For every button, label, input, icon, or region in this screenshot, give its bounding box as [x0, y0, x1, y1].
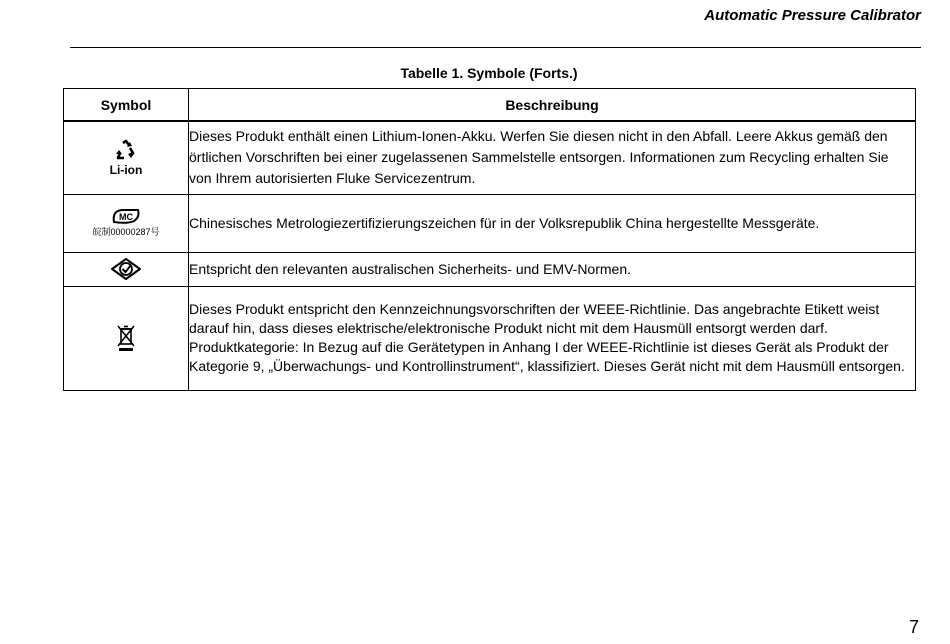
table-header-row	[64, 89, 916, 122]
table-row	[64, 286, 916, 390]
li-ion-label: Li-ion	[109, 162, 143, 177]
li-ion-recycling-icon	[64, 139, 188, 163]
weee-crossed-bin-icon	[64, 324, 188, 352]
svg-text:MC: MC	[119, 212, 133, 222]
page-number: 7	[908, 617, 919, 637]
table-caption: Tabelle 1. Symbole (Forts.)	[400, 65, 578, 81]
table-row	[64, 121, 916, 194]
rcm-compliance-icon	[64, 257, 188, 281]
symbol-cell	[64, 252, 189, 286]
symbol-cell	[64, 194, 189, 252]
table-row	[64, 252, 916, 286]
symbol-cell	[64, 286, 189, 390]
column-header-symbol: Symbol	[64, 89, 189, 122]
table-row	[64, 194, 916, 252]
china-metrology-mc-icon	[64, 208, 188, 226]
column-header-description: Beschreibung	[189, 89, 916, 122]
description-cell: Dieses Produkt entspricht den Kennzeichnungsvorschriften der WEEE-Richtlinie. Das angebrachte Etikett weist darauf hin, dass dieses elektrische/elektronische Produkt nicht mit dem Hausmüll entsorgt werden darf. Produktkategorie: In Bezug auf die Gerätetypen in Anhang I der WEEE-Richtlinie ist dieses Gerät als Produkt der Kategorie 9, „Überwachungs- und Kontrollinstrument“, klassifiziert. Dieses Gerät nicht mit dem Hausmüll entsorgen.	[189, 286, 916, 390]
document-header-title: Automatic Pressure Calibrator	[704, 7, 921, 24]
symbols-table	[63, 88, 916, 391]
description-cell: Entspricht den relevanten australischen Sicherheits- und EMV-Normen.	[189, 252, 916, 286]
header-divider	[70, 47, 921, 48]
description-cell: Dieses Produkt enthält einen Lithium-Ionen-Akku. Werfen Sie diesen nicht in den Abfall. Leere Akkus gemäß den örtlichen Vorschriften bei einer zugelassenen Sammelstelle entsorgen. Informationen zum Recycling erhalten Sie von Ihrem autorisierten Fluke Servicezentrum.	[189, 121, 916, 194]
symbol-cell	[64, 121, 189, 194]
mc-certificate-number: 皖制00000287号	[92, 227, 160, 237]
description-cell: Chinesisches Metrologiezertifizierungszeichen für in der Volksrepublik China hergestellte Messgeräte.	[189, 194, 916, 252]
